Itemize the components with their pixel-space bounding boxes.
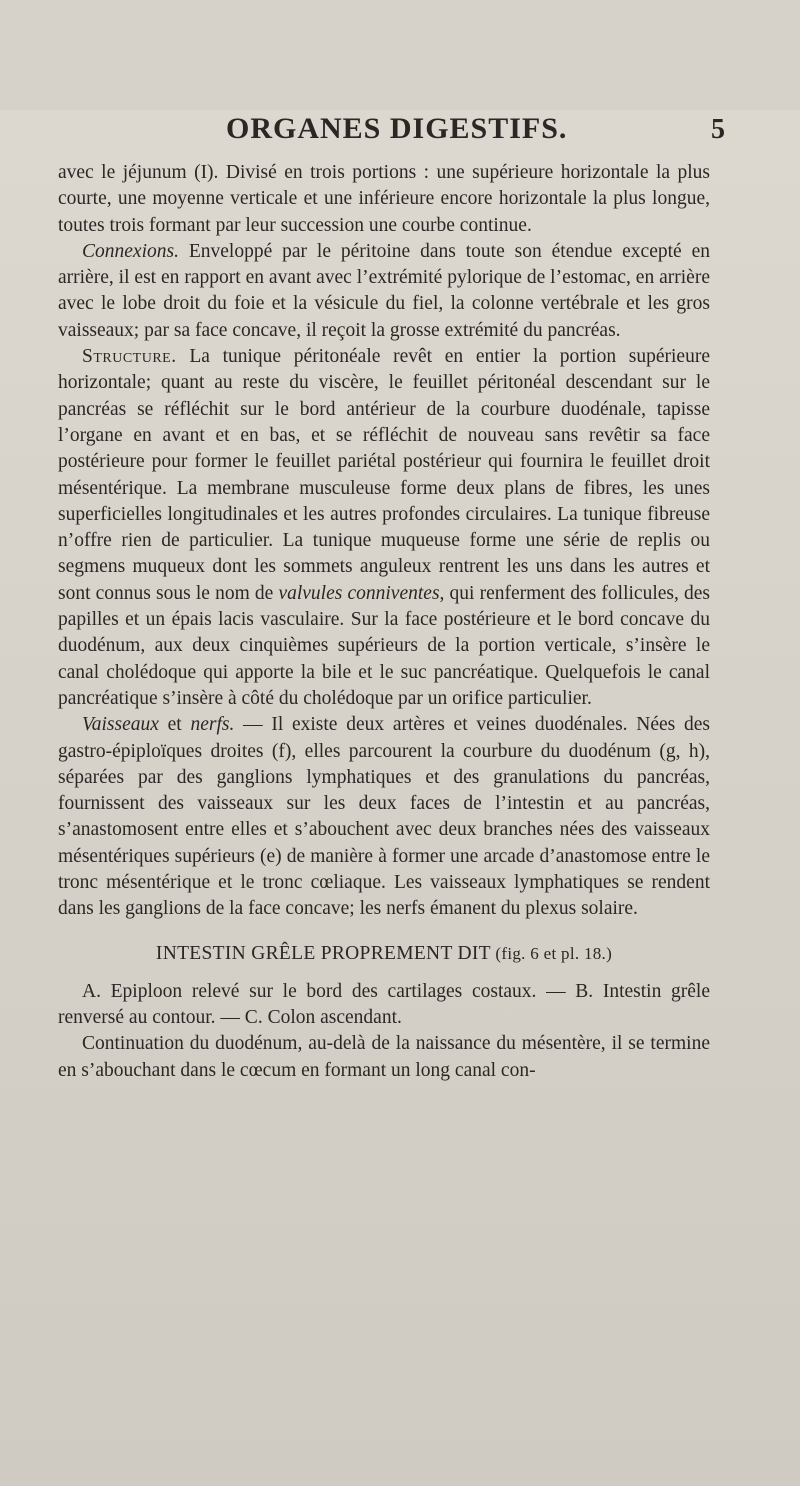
- paragraph-lead: Structure.: [82, 346, 177, 368]
- paragraph-body: — Il existe deux artères et veines duodénales. Nées des gastro-épiploïques droites (f), elles parcourent la courbure du duodénum (g, h), séparées par des ganglions lymphatiques et des granulations du pancréas, fournissent des vaisseaux sur les deux faces de l’intestin et au pancréas, s’anastomosent entre elles et s’abouchent avec deux branches nées des vaisseaux mésentériques supérieurs (e) de manière à former une arcade d’anastomose entre le tronc mésentérique et le tronc cœliaque. Les vaisseaux lymphatiques se rendent dans les ganglions de la face concave; les nerfs émanent du plexus solaire.: [58, 714, 710, 920]
- running-title: ORGANES DIGESTIFS.: [226, 112, 568, 145]
- paragraph-body: Enveloppé par le péritoine dans toute son étendue excepté en arrière, il est en rapport en avant avec l’extrémité pylorique de l’estomac, en arrière avec le lobe droit du foie et la vésicule du fiel, la colonne vertébrale et les gros vaisseaux; par sa face concave, il reçoit la grosse extrémité du pancréas.: [58, 240, 710, 341]
- paragraph-legend: A. Epiploon relevé sur le bord des cartilages costaux. — B. Intestin grêle renversé au contour. — C. Colon ascendant.: [58, 980, 710, 1028]
- paragraph-body: , qui renferment des follicules, des papilles et un épais lacis vasculaire. Sur la face postérieure et le bord concave du duodénum, aux deux cinquièmes supérieurs de la portion verticale, s’insère le canal cholédoque qui apporte la bile et le suc pancréatique. Quelquefois le canal pancréatique s’insère à côté du cholédoque par un orifice particulier.: [58, 582, 711, 709]
- section-title-ref: (fig. 6 et pl. 18.): [490, 943, 613, 963]
- paragraph-vaisseaux: [58, 712, 710, 922]
- paragraph-lead: Vaisseaux: [82, 714, 159, 736]
- book-page: [0, 110, 800, 1486]
- page-header: [58, 110, 725, 160]
- paragraph-lead-conj: et: [158, 714, 191, 736]
- paragraph: avec le jéjunum (I). Divisé en trois portions : une supérieure horizontale la plus courte, une moyenne verticale et une inférieure encore horizontale la plus longue, toutes trois formant par leur succession une courbe continue.: [58, 162, 710, 236]
- paragraph-lead: nerfs.: [190, 714, 235, 736]
- term-valvules: valvules conniventes: [278, 582, 440, 604]
- paragraph-body: La tunique péritonéale revêt en entier la portion supérieure horizontale; quant au reste du viscère, le feuillet péritonéal descendant sur le pancréas se réfléchit sur le bord antérieur de la courbure duodénale, tapisse l’organe en avant et en bas, et se réfléchit de nouveau sans revêtir sa face postérieure pour former le feuillet pariétal postérieur qui fournira le feuillet droit mésentérique. La membrane musculeuse forme deux plans de fibres, les unes superficielles longitudinales et les autres profondes circulaires. La tunique fibreuse n’offre rien de particulier. La tunique muqueuse forme une série de replis ou segmens muqueux dont les sommets anguleux rentrent les uns dans les autres et sont connus sous le nom de: [58, 346, 710, 604]
- section-title-text: INTESTIN GRÊLE PROPREMENT DIT: [155, 942, 491, 964]
- section-title: [58, 941, 710, 967]
- paragraph: Continuation du duodénum, au-delà de la naissance du mésentère, il se termine en s’abouchant dans le cœcum en formant un long canal con-: [58, 1033, 710, 1081]
- paragraph-lead: Connexions.: [82, 240, 179, 262]
- page-number: 5: [711, 114, 725, 145]
- paragraph-connexions: [58, 239, 710, 344]
- body-text: [58, 160, 710, 1084]
- paragraph-structure: [58, 344, 710, 712]
